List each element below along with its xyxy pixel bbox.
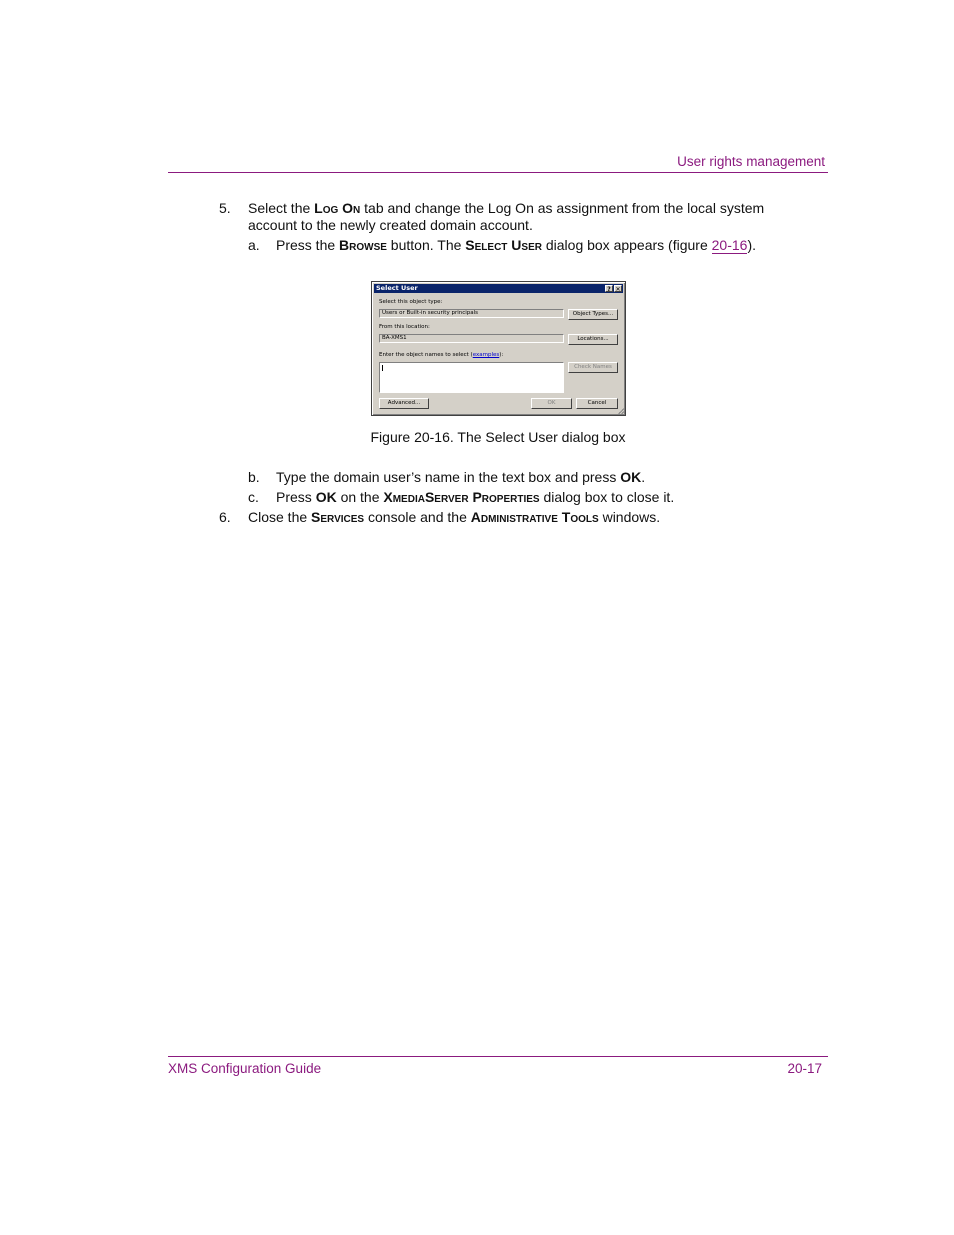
select-user-dialog	[371, 281, 626, 416]
examples-link[interactable]: examples	[472, 352, 500, 358]
step-5a-text: Press the Browse button. The Select User dialog box appears (figure 20-16).	[276, 237, 757, 253]
object-type-field: Users or Built-in security principals	[379, 309, 564, 318]
footer-guide-title: XMS Configuration Guide	[168, 1061, 322, 1076]
ok-keyword: OK	[620, 469, 642, 485]
figure-caption: Figure 20-16. The Select User dialog box	[370, 429, 626, 445]
services-keyword: Services	[311, 509, 365, 525]
log-on-keyword: Log On	[314, 200, 361, 216]
select-user-keyword: Select User	[465, 237, 542, 253]
resize-grip-icon[interactable]	[618, 408, 624, 414]
help-icon[interactable]: ?	[605, 285, 613, 292]
step-5-line-1: Select the Log On tab and change the Log On as assignment from the local system	[248, 200, 765, 216]
footer-page-number: 20-17	[787, 1061, 822, 1076]
object-types-button[interactable]: Object Types...	[568, 309, 618, 320]
location-field: BA-XMS1	[379, 334, 564, 343]
step-5b-letter: b.	[248, 469, 260, 485]
ok-button: OK	[531, 398, 572, 409]
step-6-text: Close the Services console and the Administrative Tools windows.	[248, 509, 661, 525]
check-names-button: Check Names	[568, 362, 618, 373]
dialog-title: Select User	[376, 284, 418, 292]
close-icon[interactable]: ✕	[615, 286, 621, 293]
cancel-button[interactable]: Cancel	[576, 398, 618, 409]
running-footer	[168, 1056, 828, 1077]
object-names-label: Enter the object names to select (examples):	[379, 352, 504, 358]
step-6-number: 6.	[219, 509, 231, 525]
ok-keyword: OK	[315, 489, 337, 505]
step-5a-letter: a.	[248, 237, 260, 253]
object-names-input[interactable]	[379, 362, 564, 393]
figure-link[interactable]: 20-16	[711, 237, 748, 253]
step-5-line-2: account to the newly created domain account.	[248, 217, 533, 233]
browse-keyword: Browse	[339, 237, 387, 253]
object-type-label: Select this object type:	[379, 299, 443, 305]
step-5-number: 5.	[219, 200, 231, 216]
text-caret	[382, 365, 383, 371]
dialog-title-bar	[374, 284, 623, 293]
step-5b-text: Type the domain user’s name in the text box and press OK.	[276, 469, 646, 485]
running-header	[168, 153, 828, 173]
location-label: From this location:	[379, 324, 430, 330]
locations-button[interactable]: Locations...	[568, 334, 618, 345]
advanced-button[interactable]: Advanced...	[379, 398, 429, 409]
step-5c-letter: c.	[248, 489, 259, 505]
administrative-tools-keyword: Administrative Tools	[470, 509, 599, 525]
header-title: User rights management	[677, 154, 825, 169]
step-5c-text: Press OK on the XmediaServer Properties dialog box to close it.	[276, 489, 675, 505]
xmediaserver-properties-keyword: XmediaServer Properties	[383, 489, 540, 505]
